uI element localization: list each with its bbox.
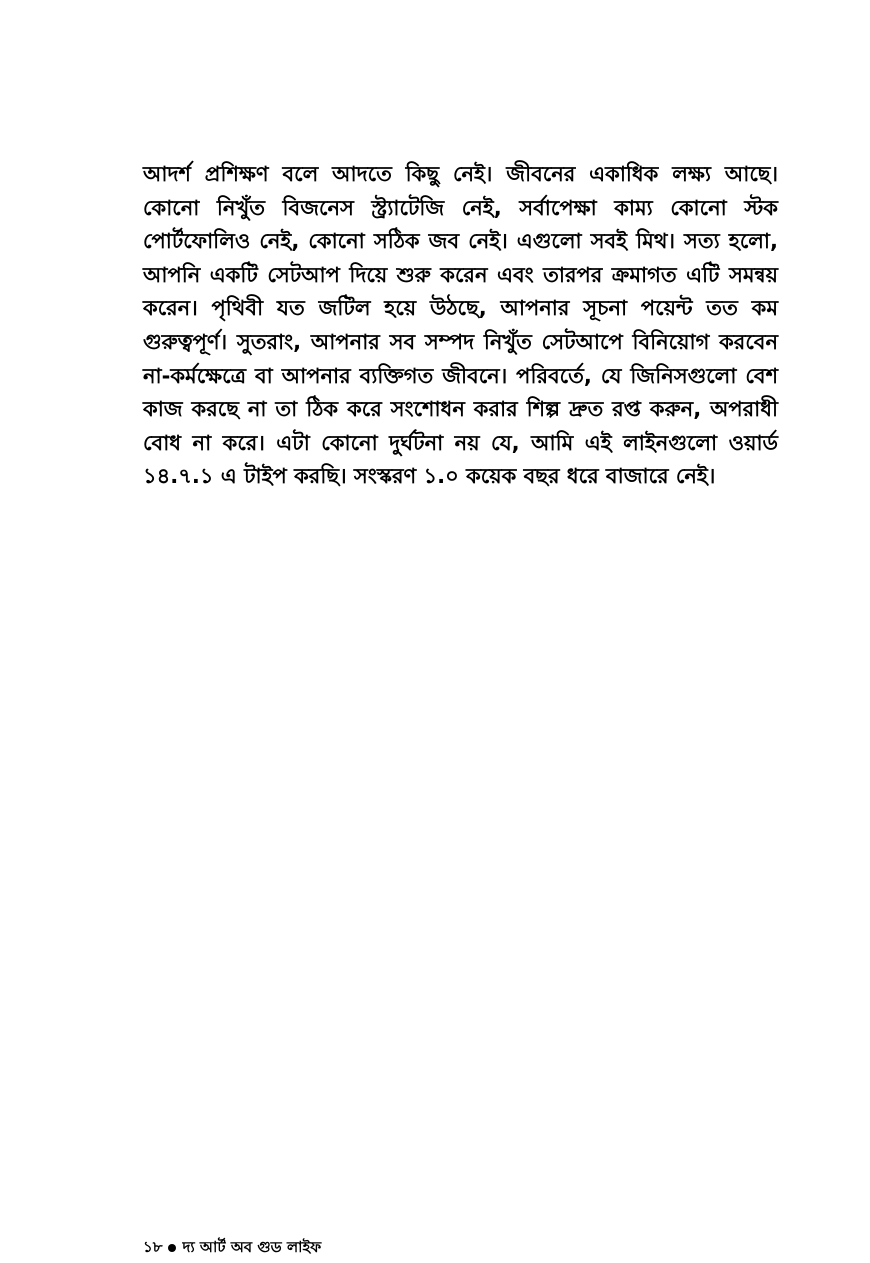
- bullet-icon: [168, 1244, 176, 1252]
- book-title: দ্য আর্ট অব গুড লাইফ: [182, 1238, 322, 1256]
- page-number: ১৮: [143, 1238, 163, 1256]
- body-paragraph: আদর্শ প্রশিক্ষণ বলে আদতে কিছু নেই। জীবনের একাধিক লক্ষ্য আছে। কোনো নিখুঁত বিজনেস স্ট্র্যাটেজি নেই, সর্বাপেক্ষা কাম্য কোনো স্টক পোর্টফোলিও নেই, কোনো সঠিক জব নেই। এগুলো সবই মিথ। সত্য হলো, আপনি একটি সেটআপ দিয়ে শুরু করেন এবং তারপর ক্রমাগত এটি সমন্বয় করেন। পৃথিবী যত জটিল হয়ে উঠছে, আপনার সূচনা পয়েন্ট তত কম গুরুত্বপূর্ণ। সুতরাং, আপনার সব সম্পদ নিখুঁত সেটআপে বিনিয়োগ করবেন না-কর্মক্ষেত্রে বা আপনার ব্যক্তিগত জীবনে। পরিবর্তে, যে জিনিসগুলো বেশ কাজ করছে না তা ঠিক করে সংশোধন করার শিল্প দ্রুত রপ্ত করুন, অপরাধী বোধ না করে। এটা কোনো দুর্ঘটনা নয় যে, আমি এই লাইনগুলো ওয়ার্ড ১৪.৭.১ এ টাইপ করছি। সংস্করণ ১.০ কয়েক বছর ধরে বাজারে নেই।: [143, 162, 778, 489]
- page-footer: [143, 1236, 321, 1261]
